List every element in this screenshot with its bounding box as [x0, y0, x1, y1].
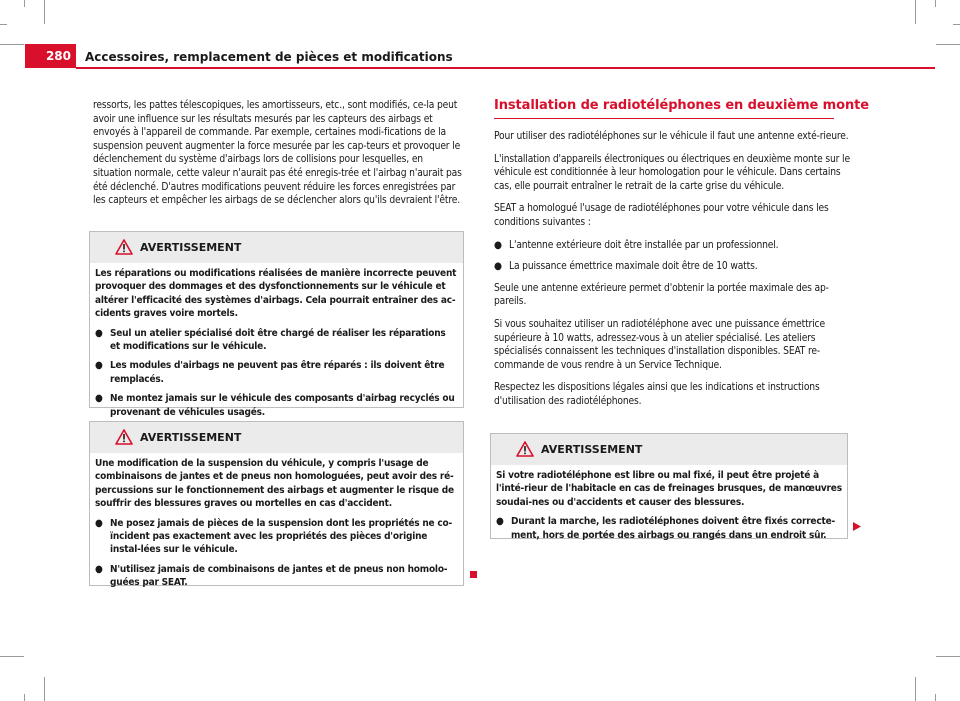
crop-mark: [0, 656, 24, 657]
warning-body: [90, 263, 463, 419]
warning-body: [90, 453, 463, 590]
chapter-title: Accessoires, remplacement de pièces et modifications: [85, 50, 453, 64]
list-item: ● Seul un atelier spécialisé doit être chargé de réaliser les réparations et modifications sur le véhicule.: [95, 327, 446, 353]
right-column: [494, 130, 850, 418]
section-title: Installation de radiotéléphones en deuxième monte: [494, 98, 869, 113]
bullet-dot: ●: [95, 517, 103, 529]
continue-arrow-icon: [852, 521, 862, 532]
paragraph: Respectez les dispositions légales ainsi que les indications et instructions d'utilisation des radiotéléphones.: [494, 382, 820, 407]
page-number: 280: [25, 44, 76, 68]
warning-box-radiotelephone: [490, 433, 848, 539]
crop-mark: [915, 677, 916, 701]
end-of-section-marker: [470, 571, 477, 578]
warning-header: [90, 422, 463, 453]
list-item: ● Ne posez jamais de pièces de la suspension dont les propriétés ne co-ïncident pas exactement avec les propriétés des pièces d'origine instal-lées sur le véhicule.: [95, 517, 453, 556]
crop-mark: [915, 0, 916, 24]
warning-label: AVERTISSEMENT: [140, 431, 242, 444]
warning-text: Si votre radiotéléphone est libre ou mal fixé, il peut être projeté à l'inté-rieur de l'habitacle en cas de freinages brusques, de manœuvres soudai-nes ou d'accidents et causer des blessures.: [496, 470, 842, 508]
crop-mark: [24, 0, 25, 7]
crop-mark: [935, 0, 936, 7]
left-column: [93, 99, 464, 217]
intro-paragraph: ressorts, les pattes télescopiques, les amortisseurs, etc., sont modifiés, ce-la peut avoir une influence sur les résultats mesurés par les capteurs des airbags et envoyés à l'appareil de commande. Par exemple, certaines modi-fications de la suspension peuvent augmenter la force mesurée par les cap-teurs et provoquer le déclenchement du système d'airbags lors de collisions pour lesquelles, en situation normale, cette valeur n'aurait pas été enregis-trée et l'airbag n'aurait pas été déclenché. D'autres modifications peuvent réduire les forces enregistrées par les capteurs et empêcher les airbags de se déclencher alors qu'ils devraient l'être.: [93, 100, 462, 207]
paragraph: Si vous souhaitez utiliser un radiotéléphone avec une puissance émettrice supérieure à 10 watts, adressez-vous à un atelier spécialisé. Les ateliers spécialisés connaissent les techniques d'installation disponibles. SEAT re-commande de vous rendre à un Service Technique.: [494, 318, 825, 371]
bullet-dot: ●: [95, 360, 103, 372]
crop-mark: [936, 656, 960, 657]
crop-mark: [936, 44, 960, 45]
list-item: ● Les modules d'airbags ne peuvent pas être réparés : ils doivent être remplacés.: [95, 360, 445, 385]
section-rule: [494, 118, 834, 119]
warning-header: [491, 434, 847, 465]
bullet-dot: ●: [494, 239, 502, 251]
crop-mark: [0, 44, 24, 45]
list-item: ● L'antenne extérieure doit être installée par un professionnel.: [494, 239, 779, 251]
crop-mark: [935, 694, 936, 701]
paragraph: Seule une antenne extérieure permet d'obtenir la portée maximale des ap-pareils.: [494, 282, 829, 308]
paragraph: SEAT a homologué l'usage de radiotéléphones pour votre véhicule dans les conditions suivantes :: [494, 203, 829, 228]
list-item: ● Durant la marche, les radiotéléphones doivent être fixés correcte-ment, hors de portée des airbags ou rangés dans un endroit sûr.: [496, 516, 836, 541]
bullet-dot: ●: [95, 327, 103, 339]
header-rule: [76, 67, 935, 69]
crop-mark: [0, 24, 7, 25]
crop-mark: [24, 694, 25, 701]
bullet-dot: ●: [95, 563, 103, 575]
warning-header: [90, 232, 463, 263]
list-item: ● Ne montez jamais sur le véhicule des composants d'airbag recyclés ou provenant de véhicules usagés.: [95, 393, 455, 418]
warning-box-airbag-repairs: [89, 231, 464, 418]
warning-triangle-icon: [115, 239, 133, 255]
warning-triangle-icon: [516, 441, 534, 457]
paragraph: L'installation d'appareils électroniques ou électriques en deuxième monte sur le véhicule est conditionnée à leur homologation pour le véhicule. Dans certains cas, elle pourrait entraîner le retrait de la carte grise du véhicule.: [494, 153, 850, 192]
warning-text: Une modification de la suspension du véhicule, y compris l'usage de combinaisons de jantes et de pneus non homologuées, peut avoir des ré-percussions sur le fonctionnement des airbags et augmenter le risque de souffrir des blessures graves ou mortelles en cas d'accident.: [95, 458, 454, 510]
crop-mark: [44, 677, 45, 701]
warning-box-suspension: [89, 421, 464, 589]
list-item: ● N'utilisez jamais de combinaisons de jantes et de pneus non homolo-guées par SEAT.: [95, 563, 448, 589]
bullet-dot: ●: [95, 393, 103, 405]
warning-text: Les réparations ou modifications réalisées de manière incorrecte peuvent provoquer des dommages et des dysfonctionnements sur le véhicule et altérer l'efficacité des systèmes d'airbags. Cela pourrait entraîner des ac-cidents graves voire mortels.: [95, 268, 457, 320]
crop-mark: [44, 0, 45, 24]
crop-mark: [953, 24, 960, 25]
paragraph: Pour utiliser des radiotéléphones sur le véhicule il faut une antenne exté-rieure.: [494, 131, 849, 142]
warning-label: AVERTISSEMENT: [541, 443, 643, 456]
bullet-dot: ●: [496, 516, 504, 528]
warning-label: AVERTISSEMENT: [140, 241, 242, 254]
bullet-dot: ●: [494, 261, 502, 273]
list-item: ● La puissance émettrice maximale doit être de 10 watts.: [494, 261, 758, 273]
warning-triangle-icon: [115, 429, 133, 445]
warning-body: [491, 465, 847, 542]
